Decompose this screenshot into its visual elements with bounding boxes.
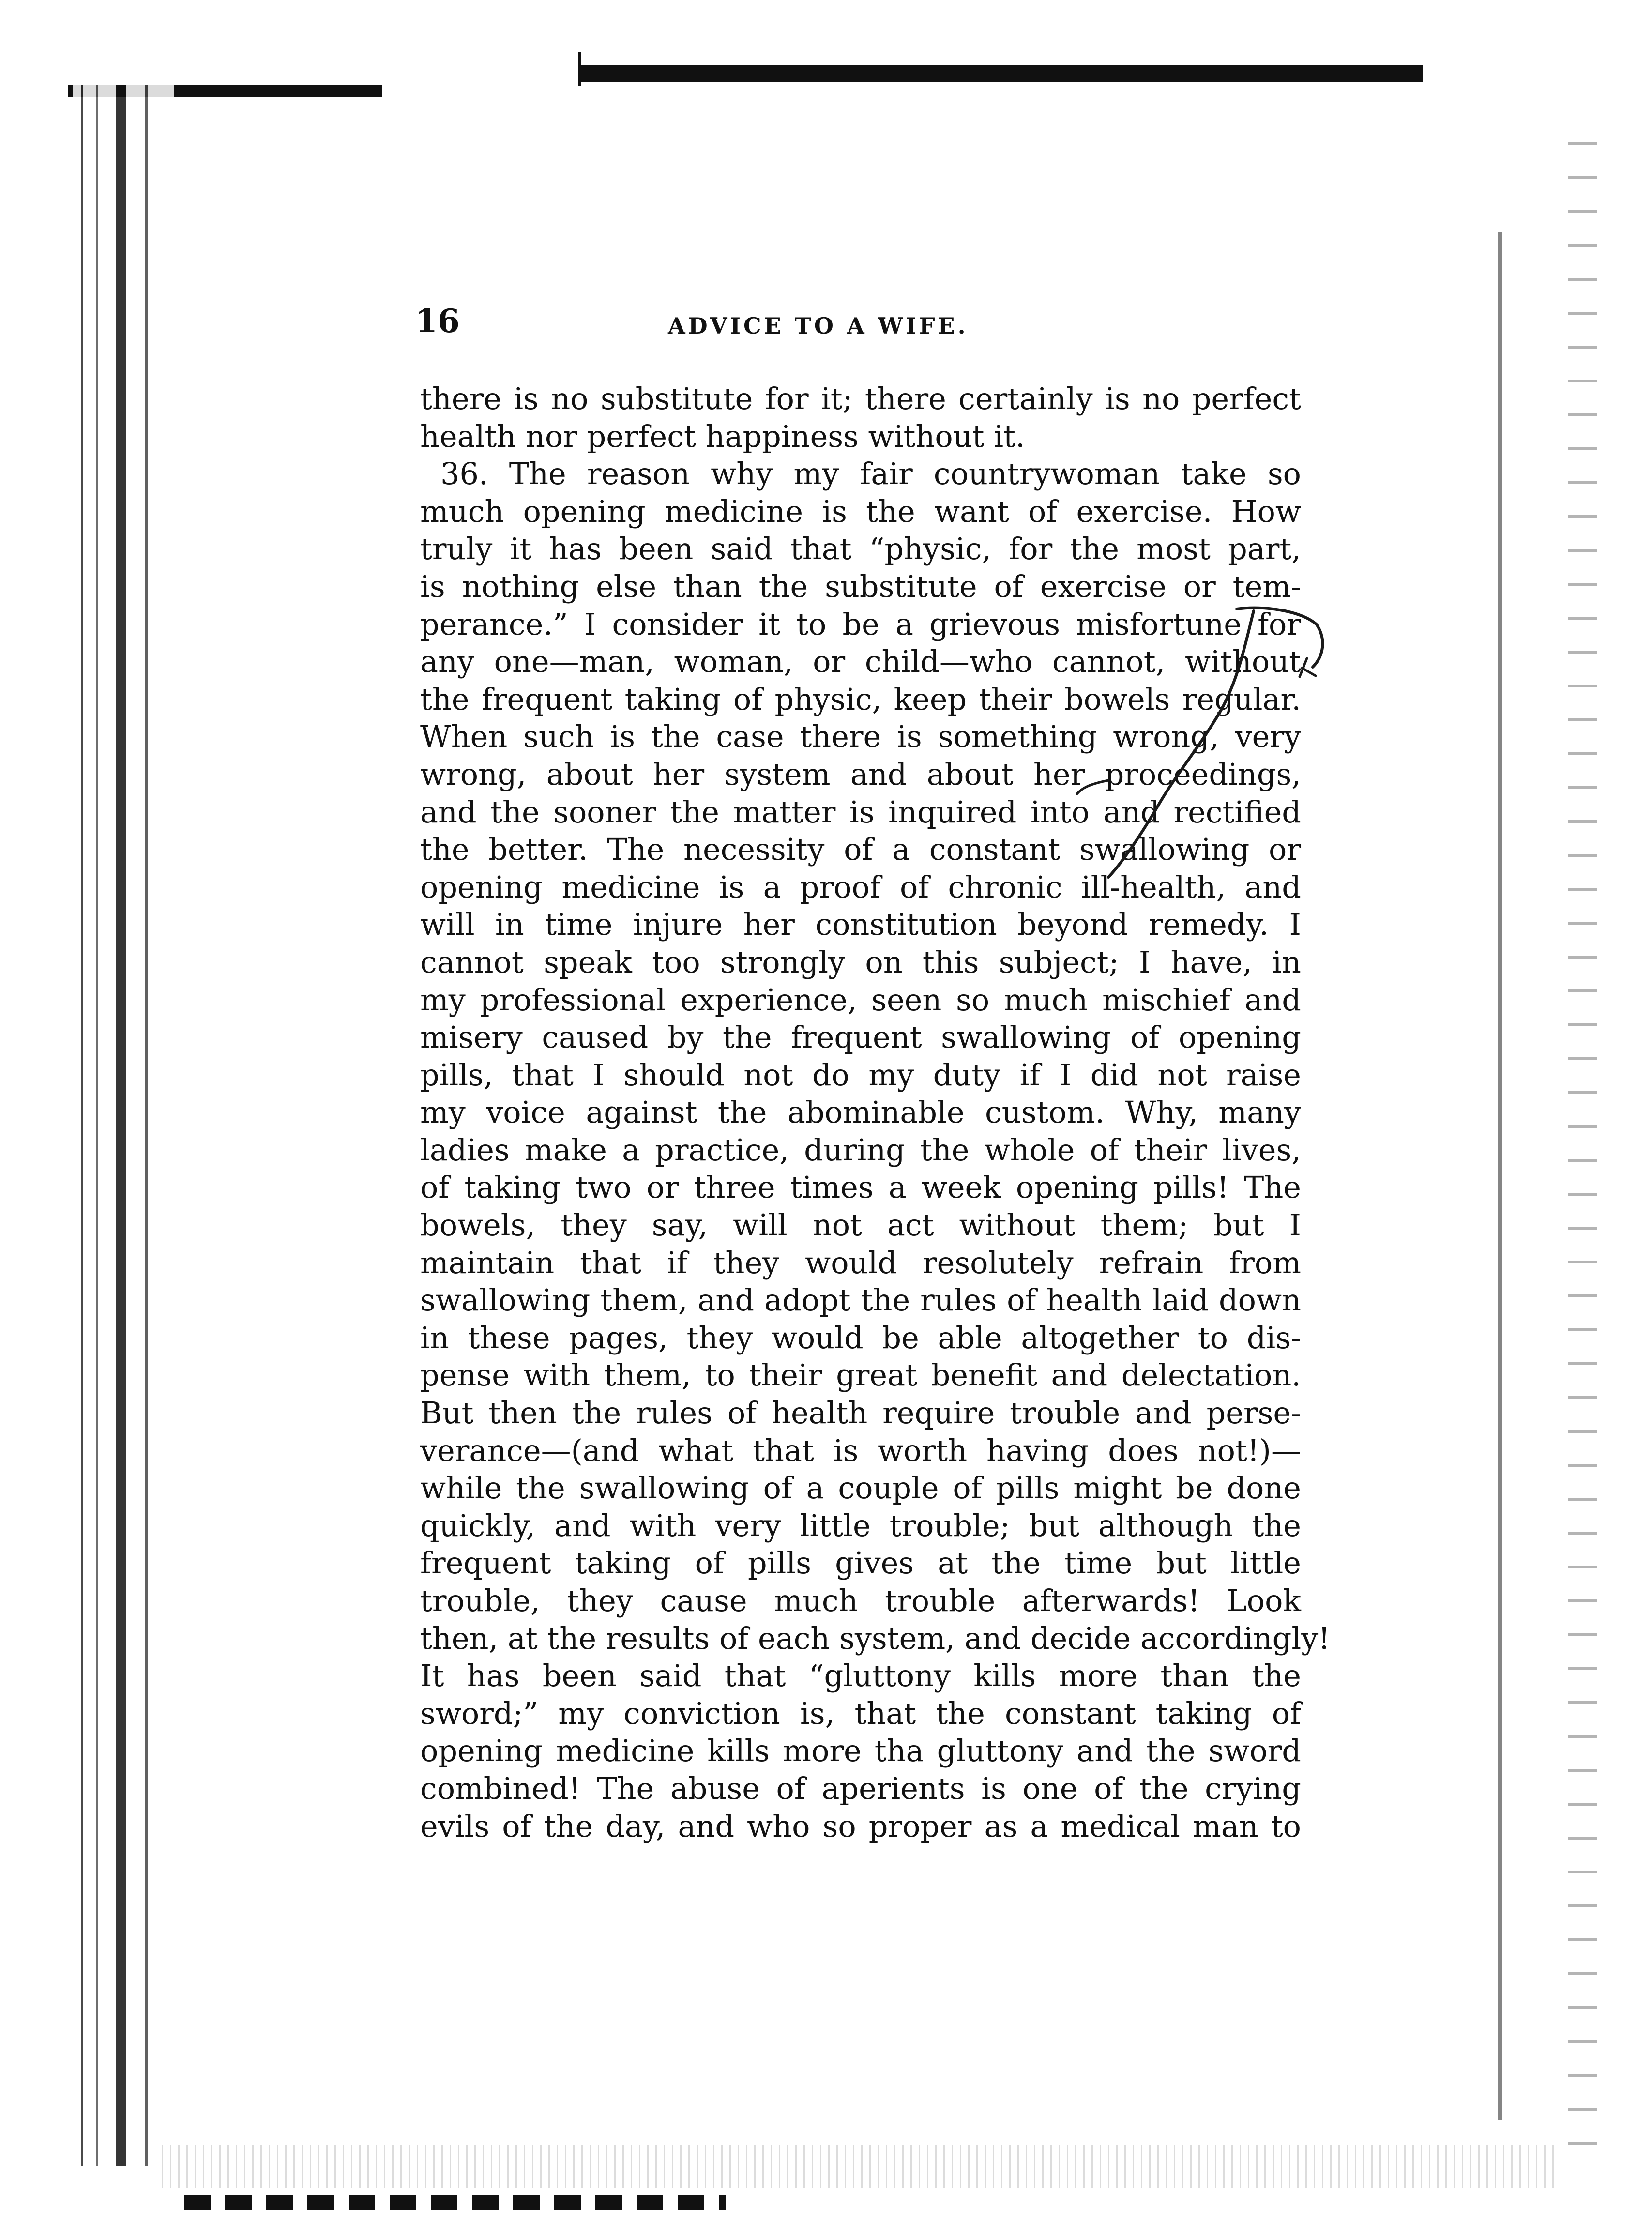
text-line: frequent taking of pills gives at the time but little	[420, 1545, 1301, 1581]
text-line: in these pages, they would be able altogether to dis-	[420, 1320, 1301, 1355]
text-line: verance—(and what that is worth having does not!)—	[420, 1432, 1301, 1468]
text-line: my voice against the abominable custom. Why, many	[420, 1095, 1301, 1130]
running-head: ADVICE TO A WIFE.	[668, 313, 969, 339]
text-line: combined! The abuse of aperients is one of the crying	[420, 1770, 1301, 1806]
text-line: misery caused by the frequent swallowing of opening	[420, 1020, 1301, 1055]
text-line: my professional experience, seen so much mischief and	[420, 982, 1301, 1018]
text-line: It has been said that “gluttony kills more than the	[420, 1658, 1301, 1694]
text-line: then, at the results of each system, and decide accordingly!	[420, 1620, 1331, 1656]
text-line: will in time injure her constitution beyond remedy. I	[420, 907, 1301, 943]
text-line: the frequent taking of physic, keep their bowels regular.	[420, 681, 1301, 717]
scan-top-rule	[581, 65, 1423, 82]
text-line: bowels, they say, will not act without them; but I	[420, 1207, 1301, 1243]
text-line: there is no substitute for it; there certainly is no perfect	[420, 381, 1301, 416]
text-line: ladies make a practice, during the whole of their lives,	[420, 1132, 1301, 1168]
text-line: quickly, and with very little trouble; but although the	[420, 1507, 1301, 1543]
text-line: 36. The reason why my fair countrywoman take so	[440, 456, 1301, 492]
text-line: of taking two or three times a week opening pills! The	[420, 1170, 1301, 1205]
text-line: evils of the day, and who so proper as a medical man to	[420, 1808, 1301, 1844]
scan-bottom-speckle	[155, 2145, 1559, 2188]
scan-bottom-dashes	[184, 2195, 726, 2210]
text-line: is nothing else than the substitute of exercise or tem-	[420, 568, 1301, 604]
text-line: wrong, about her system and about her proceedings,	[420, 756, 1301, 792]
text-line: the better. The necessity of a constant swallowing or	[420, 832, 1301, 867]
text-line: while the swallowing of a couple of pills might be done	[420, 1470, 1301, 1506]
scan-binding-edge	[73, 85, 174, 2166]
text-line: any one—man, woman, or child—who cannot, without	[420, 644, 1301, 680]
text-line: pills, that I should not do my duty if I did not raise	[420, 1057, 1301, 1093]
scan-right-edge-line	[1498, 232, 1502, 2120]
page-number: 16	[415, 302, 460, 340]
text-line: opening medicine is a proof of chronic ill-health, and	[420, 869, 1301, 905]
text-line: swallowing them, and adopt the rules of health laid down	[420, 1282, 1301, 1318]
text-line: But then the rules of health require trouble and perse-	[420, 1395, 1301, 1431]
text-line: sword;” my conviction is, that the constant taking of	[420, 1695, 1301, 1731]
text-line: maintain that if they would resolutely refrain from	[420, 1245, 1301, 1280]
text-line: much opening medicine is the want of exercise. How	[420, 493, 1301, 529]
text-line: perance.” I consider it to be a grievous misfortune for	[420, 606, 1301, 642]
text-line: When such is the case there is something wrong, very	[420, 719, 1301, 755]
scan-right-edge	[1568, 126, 1597, 2159]
text-line: trouble, they cause much trouble afterwards! Look	[420, 1583, 1301, 1618]
text-line: pense with them, to their great benefit and delectation.	[420, 1357, 1301, 1393]
text-line: opening medicine kills more tha gluttony and the sword	[420, 1733, 1301, 1769]
text-line: cannot speak too strongly on this subject; I have, in	[420, 944, 1301, 980]
text-line: truly it has been said that “physic, for the most part,	[420, 531, 1301, 567]
body-text	[420, 380, 1331, 1845]
text-line: health nor perfect happiness without it.	[420, 418, 1025, 454]
text-line: and the sooner the matter is inquired into and rectified	[420, 794, 1301, 830]
